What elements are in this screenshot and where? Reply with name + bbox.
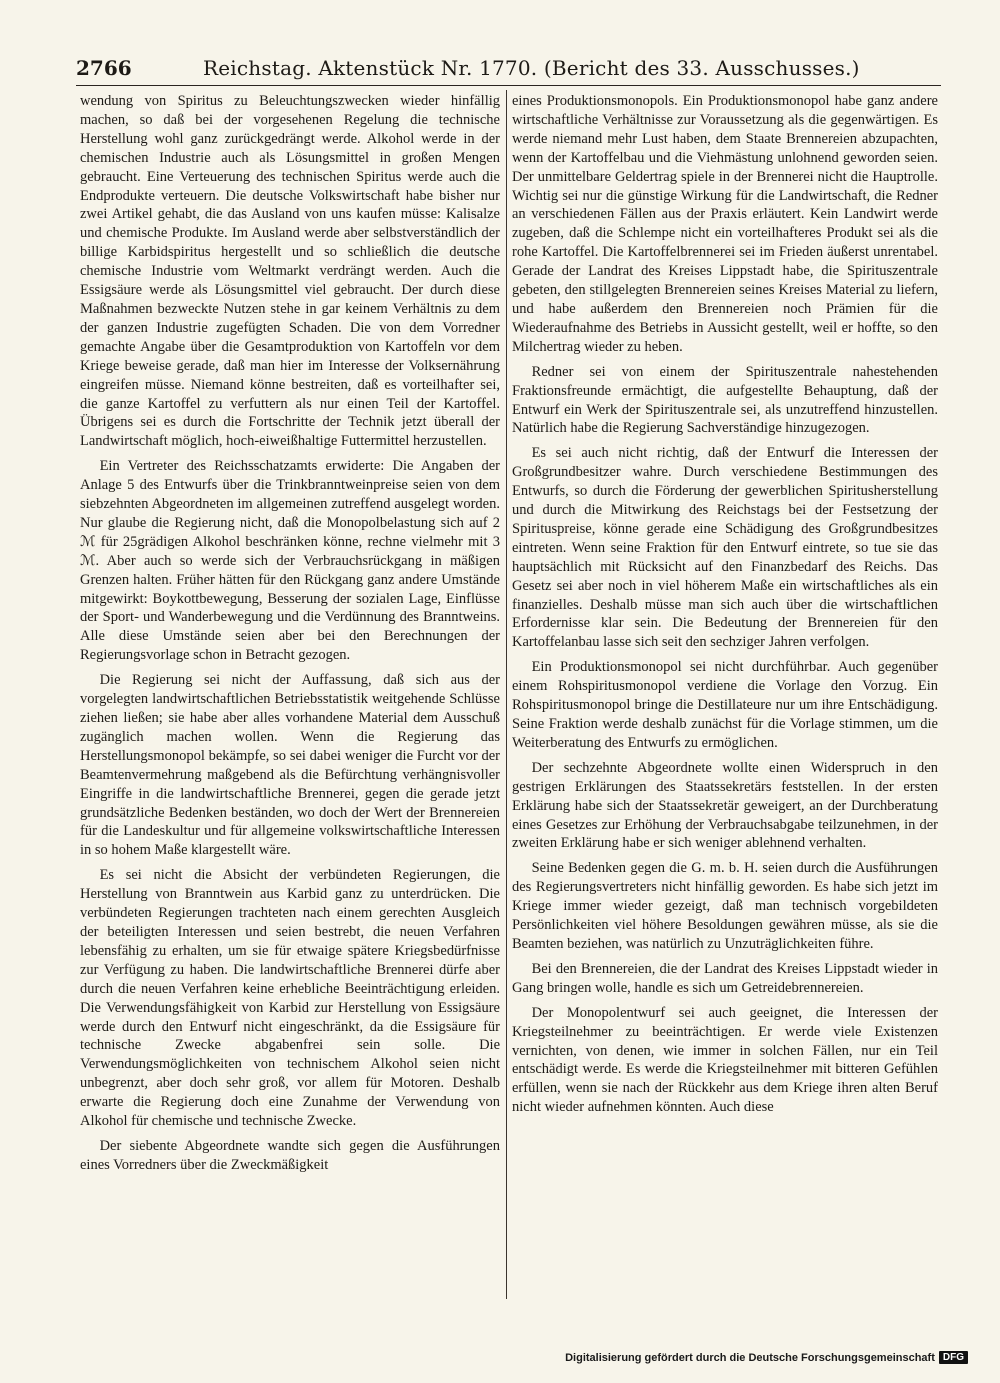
- page-number: 2766: [76, 56, 132, 80]
- left-column: [80, 92, 500, 1298]
- header-rule: [76, 85, 941, 86]
- dfg-logo: DFG: [939, 1351, 968, 1364]
- paragraph: Ein Produktionsmonopol sei nicht durchführbar. Auch gegenüber einem Rohspiritusmonopol verdiene die Vorlage den Vorzug. Ein Rohspiritusmonopol bringe die Destillateure nur um ihre Entschädigung. Seine Fraktion werde deshalb zunächst für die Vorlage stimmen, um die Weiterberatung des Entwurfs zu ermöglichen.: [512, 659, 938, 751]
- right-column: [512, 92, 938, 1298]
- paragraph: Der Monopolentwurf sei auch geeignet, die Interessen der Kriegsteilnehmer zu beeinträchtigen. Er werde viele Existenzen vernichten, von denen, wie immer in solchen Fällen, nur ein Teil entschädigt werde. Es werde die Kriegsteilnehmer mit bitteren Gefühlen erfüllen, wenn sie nach der Rückkehr aus dem Kriege ihren alten Beruf nicht wieder aufnehmen könnten. Auch diese: [512, 1004, 938, 1116]
- paragraph: Redner sei von einem der Spirituszentrale nahestehenden Fraktionsfreunde ermächtigt, die aufgestellte Behauptung, daß der Entwurf ein Werk der Spirituszentrale sei, als unzutreffend hinzustellen. Natürlich habe die Regierung Sachverständige hinzugezogen.: [512, 363, 938, 437]
- page-header: [76, 56, 940, 82]
- paragraph: Bei den Brennereien, die der Landrat des Kreises Lippstadt wieder in Gang bringen wolle, handle es sich um Getreidebrennereien.: [512, 960, 938, 996]
- paragraph: Es sei nicht die Absicht der verbündeten Regierungen, die Herstellung von Branntwein aus Karbid ganz zu unterdrücken. Die verbündeten Regierungen trachteten nach einem gerechten Ausgleich der beteiligten Interessen und seien bestrebt, die neuen Verfahren lebensfähig zu erhalten, um sie für etwaige spätere Kriegsbedürfnisse zur Verfügung zu haben. Die landwirtschaftliche Brennerei dürfe aber durch die neuen Verfahren keine erhebliche Beeinträchtigung erleiden. Die Verwendungsfähigkeit von Karbid zur Herstellung von Essigsäure werde durch den Entwurf nicht eingeschränkt, da die Essigsäure für technische Zwecke abgabenfrei sein solle. Die Verwendungsmöglichkeiten von technischem Alkohol seien nicht unbegrenzt, aber doch sehr groß, vor allem für Motoren. Deshalb erwarte die Regierung doch eine Zunahme der Verwendung von Alkohol für chemische und technische Zwecke.: [80, 867, 500, 1130]
- paragraph: Ein Vertreter des Reichsschatzamts erwiderte: Die Angaben der Anlage 5 des Entwurfs über die Trinkbranntweinpreise seien von dem siebzehnten Abgeordneten im allgemeinen zutreffend ausgelegt worden. Nur glaube die Regierung nicht, daß die Monopolbelastung sich auf 2 ℳ für 25grädigen Alkohol beschränken könne, rechne vielmehr mit 3 ℳ. Aber auch so werde sich der Verbrauchsrückgang in mäßigen Grenzen halten. Früher hätten für den Rückgang ganz andere Umstände mitgewirkt: Boykottbewegung, Besserung der sozialen Lage, Einflüsse der Sport- und Wanderbewegung und die Verdünnung des Branntweins. Alle diese Umstände seien aber bei den Berechnungen der Regierungsvorlage schon in Betracht gezogen.: [80, 458, 500, 664]
- paragraph: Der sechzehnte Abgeordnete wollte einen Widerspruch in den gestrigen Erklärungen des Staatssekretärs feststellen. In der ersten Erklärung habe sich der Staatssekretär geweigert, an der Durchberatung eines Gesetzes zur Erhöhung der Verbrauchsabgabe teilzunehmen, in der zweiten Erklärung habe er sich weniger ablehnend verhalten.: [512, 759, 938, 852]
- paragraph: eines Produktionsmonopols. Ein Produktionsmonopol habe ganz andere wirtschaftliche Verhältnisse zur Voraussetzung als die gegenwärtigen. Es werde niemand mehr Lust haben, dem Staate Brennereien abzupachten, wenn der Kartoffelbau und die Viehmästung unlohnend geworden seien. Der unmittelbare Geldertrag spiele in der Brennerei nicht die Hauptrolle. Wichtig sei nur die günstige Wirkung für die Landwirtschaft, die Redner an verschiedenen Fällen aus der Praxis erläutert. Kein Landwirt werde zugeben, daß die Schlempe nicht ein vorteilhafteres Produkt sei als die rohe Kartoffel. Die Kartoffelbrennerei sei im Frieden äußerst unrentabel. Gerade der Landrat des Kreises Lippstadt habe, die Spirituszentrale gebeten, den stillgelegten Brennereien seines Kreises Material zu liefern, und habe außerdem den Brennereien noch Prämien für die Wiederaufnahme des Betriebs in Aussicht gestellt, weil er hoffte, so den Milchertrag wieder zu heben.: [512, 93, 938, 355]
- digitization-credit: [565, 1351, 968, 1364]
- credit-text: Digitalisierung gefördert durch die Deutsche Forschungsgemeinschaft: [565, 1351, 935, 1364]
- paragraph: Es sei auch nicht richtig, daß der Entwurf die Interessen der Großgrundbesitzer wahre. Durch verschiedene Bestimmungen des Entwurfs, so durch die Förderung der gewerblichen Spiritusherstellung und durch die Mitwirkung des Reichstags bei der Festsetzung der Spirituspreise, könne gerade eine Schädigung des Großgrundbesitzes eintreten. Wenn seine Fraktion für den Entwurf eintrete, so tue sie das hauptsächlich mit Rücksicht auf den Finanzbedarf des Reichs. Das Gesetz sei aber noch in viel höherem Maße ein wirtschaftliches als ein finanzielles. Deshalb müsse man sich auch über die wirtschaftlichen Erfordernisse klar sein. Die Bedeutung der Brennereien für den Kartoffelanbau lasse sich seit den sechziger Jahren verfolgen.: [512, 445, 938, 651]
- paragraph: Die Regierung sei nicht der Auffassung, daß sich aus der vorgelegten landwirtschaftlichen Betriebsstatistik weitgehende Schlüsse ziehen ließen; sie habe aber alles vorhandene Material dem Ausschuß zugänglich machen wollen. Wenn die Regierung das Herstellungsmonopol bekämpfe, so sei dabei weniger die Furcht vor der Beamtenvermehrung maßgebend als die Befürchtung verhängnisvoller Eingriffe in die landwirtschaftliche Brennerei, gegen die gerade jetzt grundsätzliche Bedenken beständen, wo doch der Wert der Brennereien für die Landeskultur und für allgemeine volkswirtschaftliche Interessen in so hohem Maße klargestellt wäre.: [80, 672, 500, 859]
- paragraph: Der siebente Abgeordnete wandte sich gegen die Ausführungen eines Vorredners über die Zweckmäßigkeit: [80, 1137, 500, 1173]
- running-title: Reichstag. Aktenstück Nr. 1770. (Bericht des 33. Ausschusses.): [203, 56, 860, 80]
- paragraph: wendung von Spiritus zu Beleuchtungszwecken wieder hinfällig machen, so daß bei der vorgesehenen Regelung die technische Herstellung wohl ganz zurückgedrängt werde. Alkohol werde in der chemischen Industrie auch als Lösungsmittel in großen Mengen gebraucht. Eine Verteuerung des technischen Spiritus werde auch die Endprodukte verteuern. Die deutsche Volkswirtschaft habe bisher nur zwei Artikel gehabt, die das Ausland von uns kaufen müsse: Kalisalze und chemische Produkte. Im Ausland werde aber selbstverständlich der billige Karbidspiritus hergestellt und so schließlich die deutsche chemische Industrie vom Weltmarkt verdrängt werden. Auch die Essigsäure werde als Lösungsmittel viel gebraucht. Der durch diese Maßnahmen bezweckte Nutzen stehe in gar keinem Verhältnis zu dem der ganzen Industrie zugefügten Schaden. Die von dem Vorredner gemachte Angabe über die Gesamtproduktion von Kartoffeln vor dem Kriege beweise gerade, daß man hier im Interesse der Volksernährung eingreifen müsse. Niemand könne bestreiten, daß es vorteilhafter sei, die ganze Kartoffel zu verfuttern als nur einen Teil der Kartoffel. Übrigens sei es durch die Fortschritte der Technik jetzt überall der Landwirtschaft möglich, hoch-eiweißhaltige Futtermittel herzustellen.: [80, 93, 500, 450]
- column-divider: [506, 90, 507, 1299]
- paragraph: Seine Bedenken gegen die G. m. b. H. seien durch die Ausführungen des Regierungsvertreters nicht hinfällig geworden. Es habe sich jetzt im Kriege immer wieder gezeigt, daß man technisch vorgebildeten Persönlichkeiten viel höhere Besoldungen gewähren müsse, als sie die Beamten beziehen, was natürlich zu Unzuträglichkeiten führe.: [512, 860, 938, 952]
